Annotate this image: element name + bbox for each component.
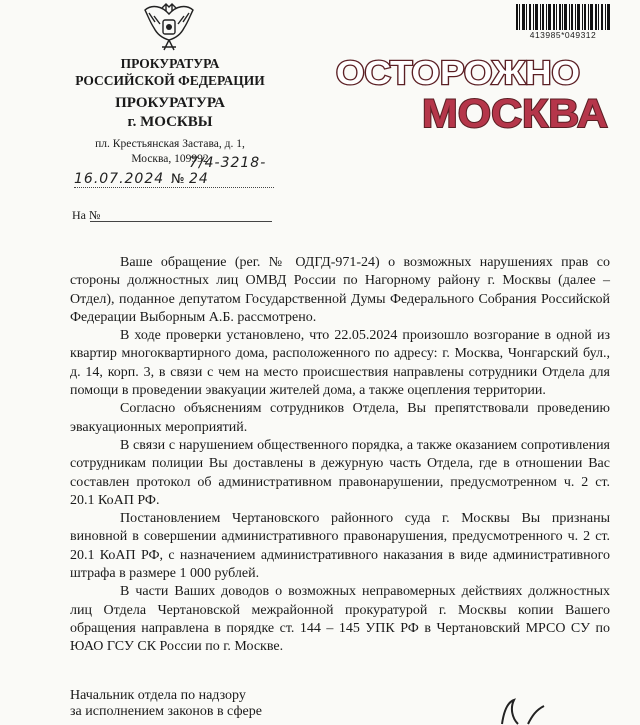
- signature-mark: [484, 680, 604, 725]
- number-sign: №: [171, 172, 185, 187]
- signatory-line-2: за исполнением законов в сфере: [70, 704, 262, 719]
- org-line-1: ПРОКУРАТУРА: [120, 56, 220, 71]
- paragraph: В части Ваших доводов о возможных неправомерных действиях должностных лиц Отдела Чертановской межрайонной прокуратурой г. Москвы копии Вашего обращения направлена в порядке ст. 144 – 145 УПК РФ в Чертановский МРСО СУ по ЮАО ГСУ СК России по г. Москве.: [70, 584, 610, 655]
- office-line-1: ПРОКУРАТУРА: [115, 95, 225, 111]
- barcode-number: 413985*049312: [529, 30, 597, 40]
- registration-number: 7/4-3218-24: [189, 155, 267, 187]
- reply-to-label: На №: [72, 208, 101, 222]
- paragraph: В связи с нарушением общественного порядка, а также оказанием сопротивления сотрудникам полиции Вы доставлены в дежурную часть Отдела, где в отношении Вас составлен протокол об административном правонарушении, предусмотренном ч. 2 ст. 20.1 КоАП РФ.: [70, 437, 610, 508]
- registration-underline: [74, 187, 274, 188]
- prosecutor-office-header: [20, 55, 320, 89]
- coat-of-arms-emblem: [140, 2, 198, 54]
- reply-to-underline: [90, 221, 272, 222]
- paragraph: В ходе проверки установлено, что 22.05.2024 произошло возгорание в одной из квартир многоквартирного дома, расположенного по адресу: г. Москва, Чонгарский бул., д. 14, корп. 3, в связи с чем на место происшествия направлены сотрудники Отдела для помощи в проведении эвакуации жителей дома, а также оцепления территории.: [70, 328, 610, 399]
- address-line-2: Москва, 109992: [131, 153, 209, 165]
- signatory-line-1: Начальник отдела по надзору: [70, 688, 246, 703]
- letter-body: [70, 254, 610, 657]
- svg-text:ОСТОРОЖНО: ОСТОРОЖНО: [336, 54, 580, 91]
- paragraph: Ваше обращение (рег. № ОДГД-971-24) о возможных нарушениях прав со стороны должностных лиц ОМВД России по Нагорному району г. Москвы (далее – Отдел), поданное депутатом Государственной Думы Федерального Собрания Российской Федерации Выборным А.Б. рассмотрено.: [70, 255, 610, 325]
- address-line-1: пл. Крестьянская Застава, д. 1,: [95, 138, 245, 150]
- office-address: [20, 137, 320, 167]
- watermark-logo: [334, 54, 614, 134]
- org-line-2: РОССИЙСКОЙ ФЕДЕРАЦИИ: [75, 73, 265, 88]
- svg-text:МОСКВА: МОСКВА: [422, 92, 608, 134]
- office-line-2: г. МОСКВЫ: [127, 114, 213, 130]
- signatory-title: [70, 688, 262, 720]
- moscow-office-header: [20, 94, 320, 132]
- barcode: [516, 4, 610, 30]
- paragraph: Постановлением Чертановского районного суда г. Москвы Вы признаны виновной в совершении административного правонарушения, предусмотренного ч. 2 ст. 20.1 КоАП РФ, с назначением административного наказания в виде административного штрафа в размере 1 000 рублей.: [70, 511, 610, 582]
- registration-date: 16.07.2024: [74, 171, 165, 187]
- paragraph: Согласно объяснениям сотрудников Отдела, Вы препятствовали проведению эвакуационных мероприятий.: [70, 401, 610, 435]
